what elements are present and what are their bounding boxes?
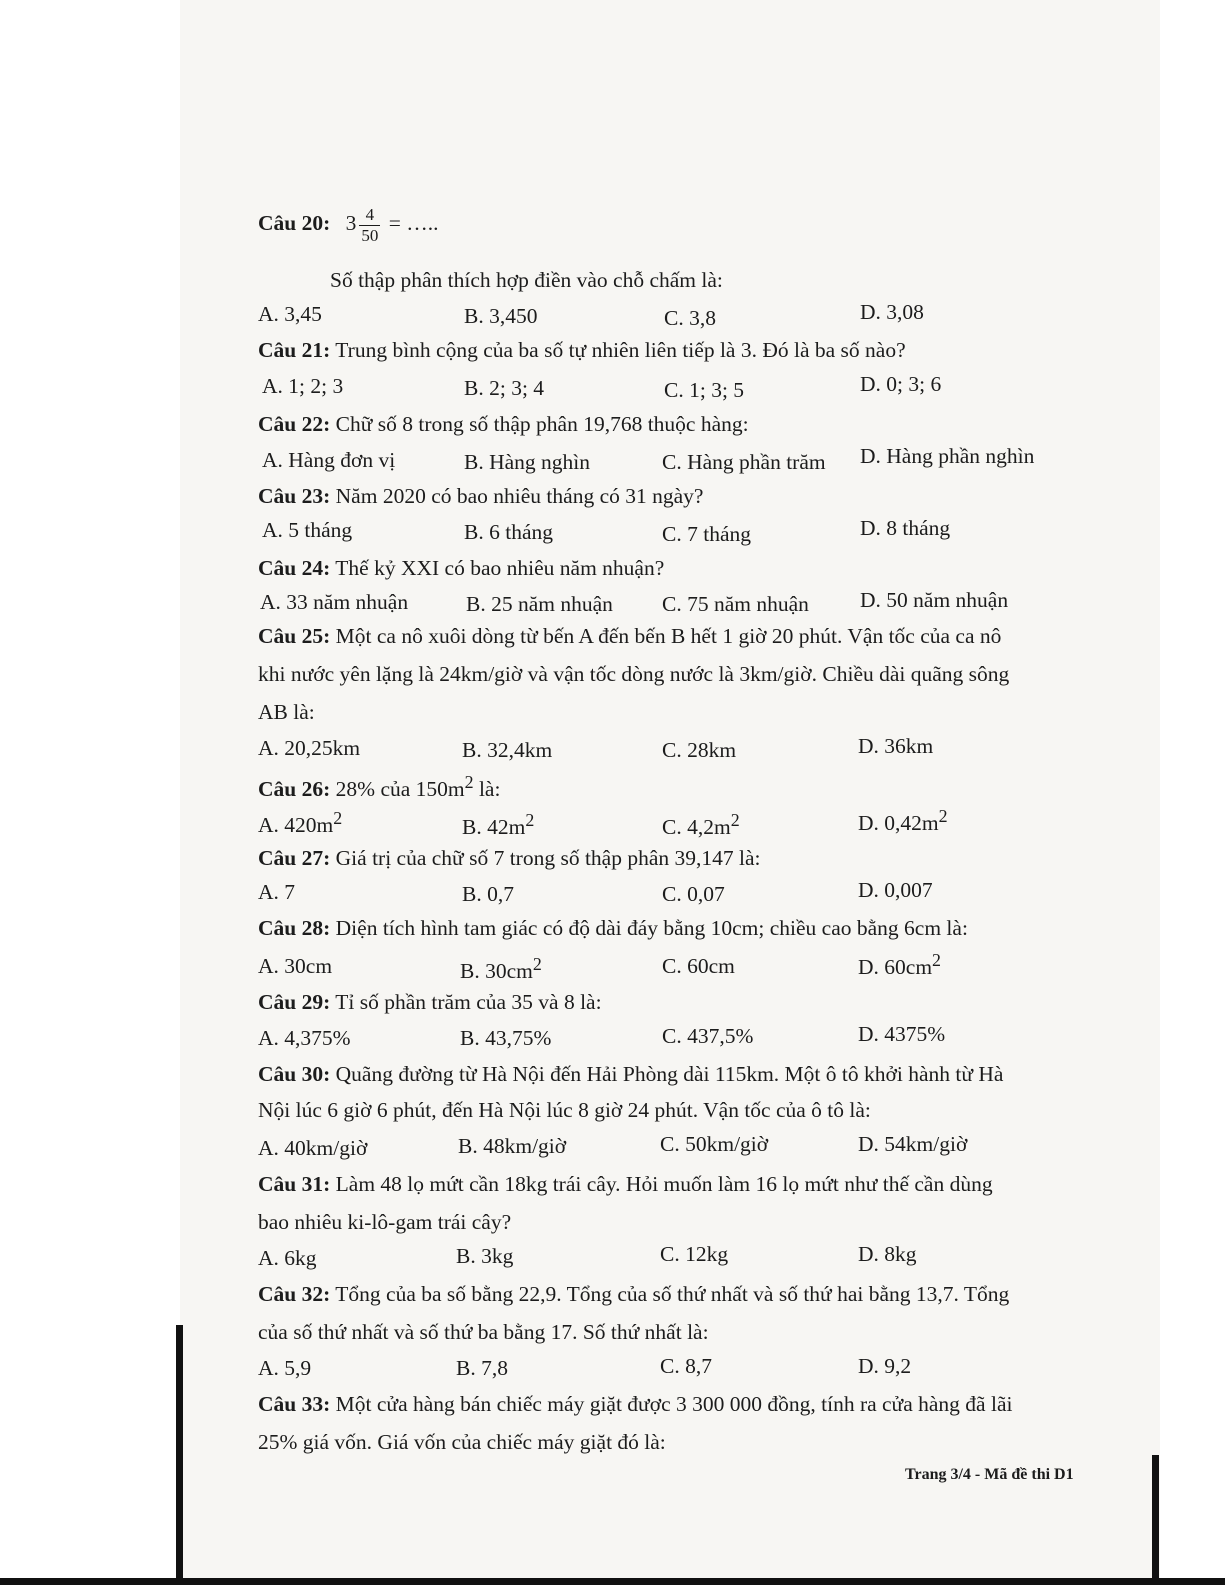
question-30-option-c: C. 50km/giờ: [660, 1132, 769, 1156]
question-23-option-a: A. 5 tháng: [262, 518, 353, 542]
question-24: [258, 556, 664, 581]
question-24-label: Câu 24:: [258, 556, 331, 580]
question-26-text: 28% của 150m: [335, 777, 465, 802]
question-23-option-b: B. 6 tháng: [464, 520, 553, 544]
page-footer: Trang 3/4 - Mã đề thi D1: [905, 1466, 1074, 1483]
scan-edge-right: [1152, 1455, 1159, 1585]
question-28-option-d-text: D. 60cm: [858, 955, 933, 980]
question-27-option-a: A. 7: [258, 880, 296, 904]
question-21: [258, 338, 906, 363]
question-30-label: Câu 30:: [258, 1062, 331, 1086]
question-20-fraction: [359, 205, 380, 245]
question-31-option-a: A. 6kg: [258, 1246, 317, 1270]
question-20-whole: 3: [345, 210, 357, 235]
question-21-text: Trung bình cộng của ba số tự nhiên liên tiếp là 3. Đó là ba số nào?: [335, 338, 906, 362]
question-30-option-a: A. 40km/giờ: [258, 1136, 368, 1160]
question-28-option-b-sup: 2: [532, 954, 542, 974]
question-31-option-b: B. 3kg: [456, 1244, 514, 1268]
question-22-option-a: A. Hàng đơn vị: [262, 448, 396, 472]
question-27-label: Câu 27:: [258, 846, 331, 870]
question-20-subtext: Số thập phân thích hợp điền vào chỗ chấm là:: [330, 268, 723, 292]
question-26-option-b-sup: 2: [525, 810, 535, 830]
question-22-option-b: B. Hàng nghìn: [464, 450, 591, 474]
question-20-option-d: D. 3,08: [860, 300, 924, 324]
question-31-text-line1: Làm 48 lọ mứt cần 18kg trái cây. Hỏi muốn làm 16 lọ mứt như thế cần dùng: [335, 1172, 993, 1196]
question-27-option-c: C. 0,07: [662, 882, 725, 906]
question-23-option-d: D. 8 tháng: [860, 516, 951, 540]
question-26-text-end: là:: [473, 777, 501, 802]
question-30: [258, 1062, 1003, 1087]
question-26-option-d-sup: 2: [938, 806, 948, 826]
question-26-option-b: [462, 810, 534, 840]
question-30-text-line1: Quãng đường từ Hà Nội đến Hải Phòng dài 115km. Một ô tô khởi hành từ Hà: [335, 1062, 1004, 1086]
question-22-option-c: C. Hàng phần trăm: [662, 450, 826, 474]
question-28-option-b-text: B. 30cm: [460, 959, 533, 984]
question-26-option-d-text: D. 0,42m: [858, 811, 939, 836]
question-27-text: Giá trị của chữ số 7 trong số thập phân 39,147 là:: [335, 846, 761, 870]
question-26-option-d: [858, 806, 948, 836]
question-20-rest: = …..: [388, 210, 439, 235]
question-21-option-a: A. 1; 2; 3: [262, 374, 344, 398]
question-31: [258, 1172, 993, 1197]
question-26-option-c: [662, 810, 740, 840]
question-21-label: Câu 21:: [258, 338, 331, 362]
question-22-text: Chữ số 8 trong số thập phân 19,768 thuộc hàng:: [335, 412, 749, 436]
question-28-option-d-sup: 2: [932, 950, 941, 970]
question-26-option-a-sup: 2: [333, 808, 343, 828]
question-28-label: Câu 28:: [258, 916, 331, 940]
question-33-text-line2: 25% giá vốn. Giá vốn của chiếc máy giặt đó là:: [258, 1430, 666, 1454]
question-32: [258, 1282, 1009, 1307]
question-24-option-a: A. 33 năm nhuận: [260, 590, 409, 614]
question-29-text: Tỉ số phần trăm của 35 và 8 là:: [335, 990, 602, 1014]
question-31-label: Câu 31:: [258, 1172, 331, 1196]
question-23: [258, 484, 703, 509]
question-27-option-b: B. 0,7: [462, 882, 514, 906]
question-20: [258, 205, 439, 245]
question-31-option-c: C. 12kg: [660, 1242, 729, 1266]
question-31-option-d: D. 8kg: [858, 1242, 917, 1266]
question-29-option-c: C. 437,5%: [662, 1024, 754, 1048]
question-23-label: Câu 23:: [258, 484, 331, 508]
question-23-text: Năm 2020 có bao nhiêu tháng có 31 ngày?: [335, 484, 704, 508]
question-30-option-b: B. 48km/giờ: [458, 1134, 567, 1158]
question-24-text: Thế kỷ XXI có bao nhiêu năm nhuận?: [335, 556, 665, 580]
question-29-option-a: A. 4,375%: [258, 1026, 351, 1050]
question-20-label: Câu 20:: [258, 210, 331, 235]
question-25-label: Câu 25:: [258, 624, 331, 648]
question-32-text-line2: của số thứ nhất và số thứ ba bằng 17. Số thứ nhất là:: [258, 1320, 709, 1344]
scan-edge-bottom: [0, 1578, 1225, 1585]
question-25-option-b: B. 32,4km: [462, 738, 553, 762]
question-29-label: Câu 29:: [258, 990, 331, 1014]
question-21-option-d: D. 0; 3; 6: [860, 372, 942, 396]
question-32-text-line1: Tổng của ba số bằng 22,9. Tổng của số thứ nhất và số thứ hai bằng 13,7. Tổng: [335, 1282, 1010, 1306]
question-32-label: Câu 32:: [258, 1282, 331, 1306]
question-25: [258, 624, 1001, 649]
question-25-option-a: A. 20,25km: [258, 736, 361, 760]
question-32-option-c: C. 8,7: [660, 1354, 712, 1378]
question-26: [258, 772, 500, 802]
question-20-option-a: A. 3,45: [258, 302, 322, 326]
question-21-option-c: C. 1; 3; 5: [664, 378, 745, 402]
question-25-option-d: D. 36km: [858, 734, 934, 758]
question-33-label: Câu 33:: [258, 1392, 331, 1416]
question-32-option-d: D. 9,2: [858, 1354, 912, 1378]
question-25-text-line3: AB là:: [258, 700, 315, 724]
question-25-option-c: C. 28km: [662, 738, 737, 762]
question-33: [258, 1392, 1012, 1417]
question-27-option-d: D. 0,007: [858, 878, 933, 902]
question-22-label: Câu 22:: [258, 412, 331, 436]
question-26-superscript: 2: [464, 772, 474, 792]
question-26-option-c-sup: 2: [730, 810, 740, 830]
question-24-option-d: D. 50 năm nhuận: [860, 588, 1009, 612]
question-24-option-b: B. 25 năm nhuận: [466, 592, 613, 616]
question-30-text-line2: Nội lúc 6 giờ 6 phút, đến Hà Nội lúc 8 giờ 24 phút. Vận tốc của ô tô là:: [258, 1098, 871, 1122]
question-25-text-line1: Một ca nô xuôi dòng từ bến A đến bến B hết 1 giờ 20 phút. Vận tốc của ca nô: [335, 624, 1002, 648]
question-28: [258, 916, 968, 941]
question-21-option-b: B. 2; 3; 4: [464, 376, 545, 400]
question-26-label: Câu 26:: [258, 777, 331, 802]
question-33-text-line1: Một cửa hàng bán chiếc máy giặt được 3 300 000 đồng, tính ra cửa hàng đã lãi: [335, 1392, 1013, 1416]
question-24-option-c: C. 75 năm nhuận: [662, 592, 809, 616]
question-26-option-b-text: B. 42m: [462, 815, 526, 840]
scan-edge-left: [176, 1325, 183, 1585]
question-20-option-b: B. 3,450: [464, 304, 538, 328]
question-20-option-c: C. 3,8: [664, 306, 716, 330]
question-22: [258, 412, 749, 437]
question-20-denominator: 50: [361, 225, 379, 245]
question-32-option-b: B. 7,8: [456, 1356, 508, 1380]
question-29-option-d: D. 4375%: [858, 1022, 946, 1046]
question-20-numerator: 4: [359, 205, 380, 226]
question-28-option-b: [460, 954, 542, 984]
question-29: [258, 990, 602, 1015]
question-25-text-line2: khi nước yên lặng là 24km/giờ và vận tốc dòng nước là 3km/giờ. Chiều dài quãng sông: [258, 662, 1010, 686]
question-23-option-c: C. 7 tháng: [662, 522, 751, 546]
question-28-option-c: C. 60cm: [662, 954, 735, 978]
question-32-option-a: A. 5,9: [258, 1356, 312, 1380]
question-28-text: Diện tích hình tam giác có độ dài đáy bằng 10cm; chiều cao bằng 6cm là:: [335, 916, 968, 940]
question-26-option-a-text: A. 420m: [258, 813, 334, 838]
question-27: [258, 846, 761, 871]
question-31-text-line2: bao nhiêu ki-lô-gam trái cây?: [258, 1210, 512, 1234]
question-26-option-a: [258, 808, 342, 838]
question-22-option-d: D. Hàng phần nghìn: [860, 444, 1035, 468]
question-30-option-d: D. 54km/giờ: [858, 1132, 968, 1156]
question-28-option-a: A. 30cm: [258, 954, 333, 978]
question-28-option-d: [858, 950, 941, 980]
question-26-option-c-text: C. 4,2m: [662, 815, 731, 840]
question-29-option-b: B. 43,75%: [460, 1026, 552, 1050]
